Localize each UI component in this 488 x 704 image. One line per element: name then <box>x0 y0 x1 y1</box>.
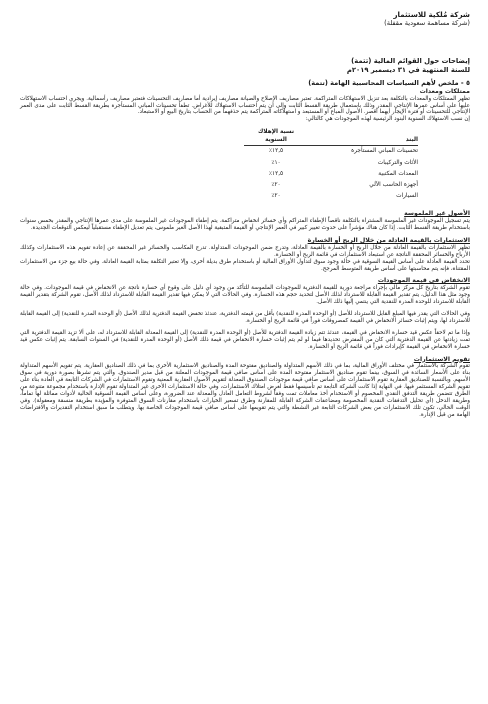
impairment-paragraph-2: وفي الحالات التي يقدر فيها المبلغ القابل للاسترداد للأصل (أو الوحدة المدرة للنقدية) بأقل من قيمته الدفترية، عندئذ تخفض القيمة الدفترية لذلك الأصل (أو الوحدة المدرة للنقدية) إلى القيمة القابلة للاسترداد لها، ويتم إثبات خسائر الانخفاض في القيمة كمصروفات فوراً في قائمة الربح أو الخسارة. <box>20 311 470 324</box>
ppe-heading: ممتلكات ومعدات <box>419 87 470 95</box>
asset-item: الأثاث والتركيبات <box>377 159 418 166</box>
depreciation-rates-intro: إن نسب الاستهلاك السنوية البنود الرئيسية لهذه الموجودات هي كالتالي: <box>305 116 470 123</box>
asset-item: السيارات <box>396 193 418 200</box>
ppe-paragraph: تظهر الممتلكات والمعدات بالتكلفة بعد تنزيل الاستهلاكات المتراكمة. تعتبر مصاريف الإصلاح والصيانة مصاريف إيرادية أما مصاريف التحسينات فتعتبر مصاريف رأسمالية. ويجري احتساب الاستهلاكات عليها على أساس عمرها الإنتاجي المقدر وذلك باستعمال طريقة القسط الثابت وإلى أن يتم احتساب الاستهلاك للأغراض. تطفأ تحسينات المباني المستأجرة بطريقة القسط الثابت على مدى العمر الإنتاجي للتحسينات أو فترة الإيجار أيهما أقصر. الأصول المباع أو المستبعد و استهلاكاته المتراكمة يتم حذفهما من الحساب بتاريخ البيع أو الاستبعاد. <box>20 95 470 116</box>
rate-column-header-line-1: نسبة الإهلاك <box>257 129 294 136</box>
fvtpl-paragraph-2: تحدد القيمة العادلة على أساس القيمة السوقية في حالة وجود سوق لتداول الأوراق المالية أو باستخدام طرق بديلة أخرى، وإلا تعتبر التكلفة بمثابة القيمة العادلة. وفي حالة بيع جزء من الاستثمارات المقتناة، فإنه يتم محاسبتها على أساس طريقة المتوسط المرجح. <box>20 258 470 272</box>
impairment-paragraph-1: تقوم الشركة بتاريخ كل مركز مالي بإجراء مراجعة دورية للقيمة الدفترية للموجودات الملموسة للتأكد من وجود أي دليل على وقوع أي خسارة ناتجة عن الانخفاض في قيمة الموجودات. وفي حالة وجود مثل هذا الدليل، يتم تقدير القيمة القابلة للاسترداد لذلك الأصل لتحديد حجم هذه الخسارة. وفي الحالات التي لا يمكن فيها تقدير القيمة القابلة للاسترداد لذلك الأصل، تقوم الشركة بتقدير القيمة القابلة للاسترداد للوحدة المدرة للنقدية التي ينتمي إليها ذلك الأصل. <box>20 285 470 306</box>
table-row <box>244 169 418 180</box>
intangibles-heading: الأصول غير الملموسة <box>404 210 470 218</box>
table-row <box>244 146 418 158</box>
asset-item: المعدات المكتبية <box>378 170 418 177</box>
company-subtitle: (شركة مساهمة سعودية مقفلة) <box>384 19 470 27</box>
impairment-paragraph-3: وإذا ما تم لاحقاً عكس قيد خسارة الانخفاض في القيمة، عندئذ تتم زيادة القيمة الدفترية للأصل (أو الوحدة المدرة للنقدية) إلى القيمة المعدلة القابلة للاسترداد له، على ألا تزيد القيمة الدفترية التي تمت زيادتها عن القيمة الدفترية التي كان من المفترض تحديدها فيما لو لم يتم إثبات خسارة الانخفاض في قيمة ذلك الأصل (أو الوحدة المدرة للنقدية) في السنوات السابقة. يتم إثبات عكس قيد خسارة الانخفاض في القيمة كإيرادات فوراً في قائمة الربح أو الخسارة. <box>20 329 470 350</box>
asset-rate: ٪١٠ <box>271 159 281 166</box>
table-row <box>244 180 418 191</box>
intangibles-paragraph: يتم تسجيل الموجودات غير الملموسة المشتراة بالتكلفة ناقصاً الإطفاء المتراكم وأي خسائر انخفاض متراكمة. يتم إطفاء الموجودات غير الملموسة على مدى عمرها الإنتاجي والمقدر بخمس سنوات باستخدام طريقة القسط الثابت. إذا كان هناك مؤشراً على حدوث تغيير كبير في العمر الإنتاجي أو القيمة المتبقية لهذا الأصل الغير ملموس، يتم تعديل الإطفاء مستقبلياً ليعكس التوقعات الجديدة. <box>20 218 470 232</box>
report-title-line-2: للسنة المنتهية في ٣١ ديسمبر ٢٠١٩م <box>346 65 470 74</box>
fvtpl-heading: الاستثمارات بالقيمة العادلة من خلال الربح أو الخسارة <box>307 237 470 245</box>
item-column-header: البند <box>308 137 418 145</box>
table-row <box>244 191 418 202</box>
asset-rate: ٪١٢,٥ <box>268 148 284 155</box>
report-title <box>20 57 470 73</box>
asset-rate: ٪٢٠ <box>271 193 281 200</box>
valuation-heading: تقويم الاستثمارات <box>413 355 470 363</box>
table-row <box>244 157 418 168</box>
depreciation-rates-table <box>244 129 418 202</box>
asset-item: تحسينات المباني المستأجرة <box>351 148 418 155</box>
fvtpl-paragraph-1: تظهر الاستثمارات بالقيمة العادلة من خلال الربح أو الخسارة بالقيمة العادلة، وتدرج ضمن الموجودات المتداولة. تدرج المكاسب والخسائر غير المحققة عن إعادة تقويم هذه الاستثمارات وكذلك الأرباح والخسائر المحققة الناتجة عن استبعاد الاستثمارات في قائمة الربح أو الخسارة. <box>20 244 470 258</box>
section-heading: ٥ - ملخص لأهم السياسات المحاسبية الهامة (تتمة) <box>308 78 470 87</box>
asset-rate: ٪٢٠ <box>271 182 281 189</box>
valuation-paragraph: تقوم الشركة بالاستثمار في مختلف الأوراق المالية، بما في ذلك الأسهم المتداولة والصناديق مفتوحة المدة والصناديق الاستثمارية الأخرى بما في ذلك الصناديق العقارية. يتم تقويم الأسهم المتداولة بناء على الأسعار السائدة في السوق، بينما تقوم صناديق الاستثمار مفتوحة المدة على أساس صافي قيمة الموجودات المعلنة من قبل مدير الصندوق. والتي يتم نشرها بصورة دورية في سوق الأسهم. وبالنسبة للصناديق العقارية تقوم الاستثمارات على أساس صافي قيمة موجودات الصندوق المعدلة لتقويم الأصول العقارية المعنية وتقوم الاستثمارات في الشركات التابعة في العادة بناء على تقويم الشركة المستثمر فيها. في النهاية إذا كانت الشركة التابعة تم تأسيسها فقط لغرض امتلاك الاستثمارات، وفي حالة الاستثمارات الأخرى غير المتداولة تقوم الإدارة باستخدام مجموعة متنوعة من الطرق تتضمن طريقة التدفق النقدي المخصوم أو الاستخدام أخذ معاملات تمت وفقاً لشروط التعامل العادل والمعدلة عند الضرورة، وعلى أساس القيمة السوقية الحالية لأدوات مماثلة لها تماماً، وطريقة الدخل (أي تحليل التدفقات النقدية المخصومة ومضاعفات الشركة القابلة للمقارنة وطرق تسعير الخيارات باستخدام مقارنات السوق المتوفرة والمؤيدة بطريقة منسقة ومعقولة). وفي الوقت الحالي، تكون تلك الاستثمارات من بعض الشركات التابعة غير النشطة والتي يتم تقويمها على أساس صافي قيمة الموجودات الخاصة بها. ويتطلب ما سبق استخدام التقديرات والافتراضات الهامة من قبل الإدارة. <box>20 363 470 418</box>
company-name: شركة مُلكية للاستثمار <box>393 10 470 19</box>
report-title-line-1: إيضاحات حول القوائم المالية (تتمة) <box>351 57 470 66</box>
impairment-heading: الانخفاض في قيمة الموجودات <box>377 277 470 285</box>
asset-item: أجهزة الحاسب الآلي <box>369 182 418 189</box>
rate-column-header-line-2: السنوية <box>244 137 308 145</box>
asset-rate: ٪١٢,٥ <box>268 170 284 177</box>
